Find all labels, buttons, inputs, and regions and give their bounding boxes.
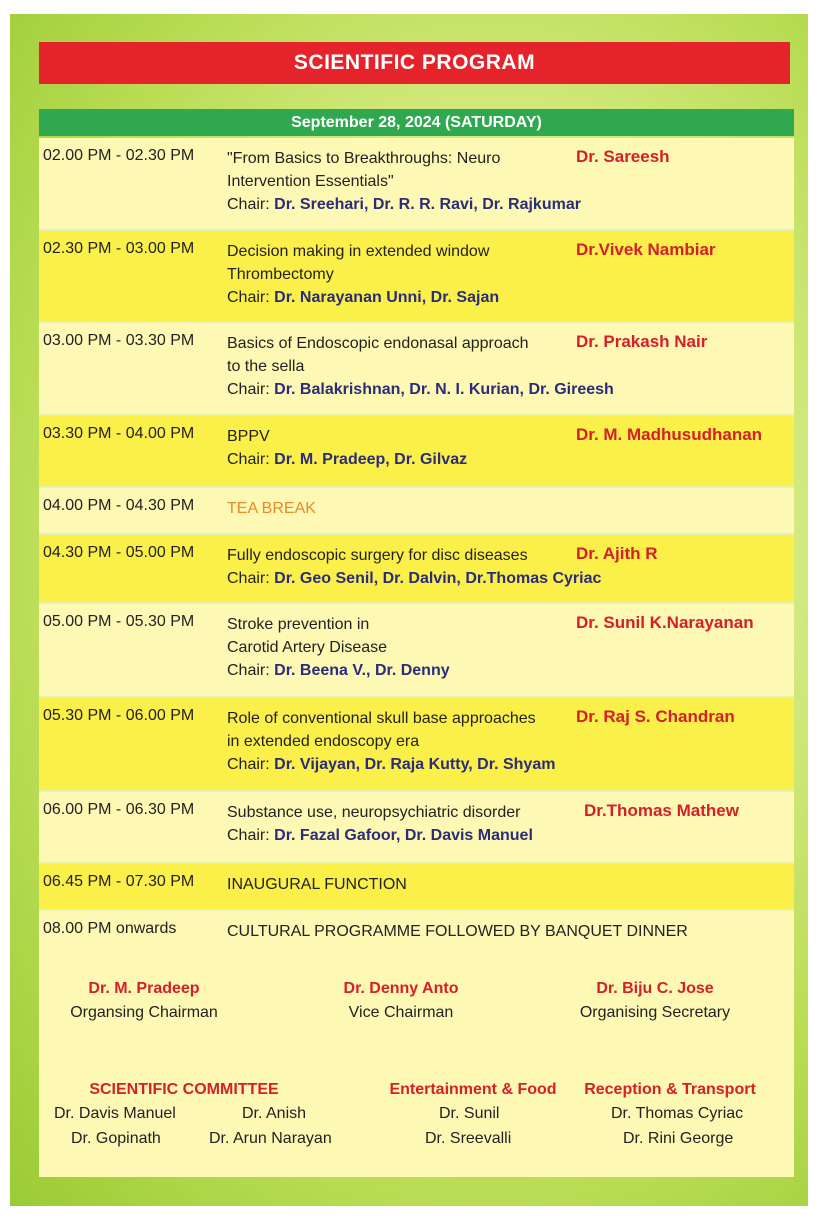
- session-row: [39, 323, 794, 416]
- schedule-table: [39, 138, 794, 954]
- page-title: SCIENTIFIC PROGRAM: [39, 42, 790, 84]
- session-row: [39, 416, 794, 488]
- organiser-role: Vice Chairman: [348, 1004, 454, 1021]
- chair-line: Chair: Dr. Vijayan, Dr. Raja Kutty, Dr. Shyam: [227, 756, 556, 773]
- session-time: 06.45 PM - 07.30 PM: [43, 873, 195, 890]
- session-time: 06.00 PM - 06.30 PM: [43, 801, 195, 818]
- session-time: 02.30 PM - 03.00 PM: [43, 240, 195, 257]
- committee-member: Dr. Sunil: [439, 1105, 500, 1122]
- chair-line: Chair: Dr. Fazal Gafoor, Dr. Davis Manuel: [227, 827, 533, 844]
- session-row: [39, 911, 794, 954]
- committee-member: Dr. Gopinath: [71, 1130, 161, 1147]
- session-time: 04.30 PM - 05.00 PM: [43, 544, 195, 561]
- session-row: [39, 864, 794, 911]
- session-title: CULTURAL PROGRAMME FOLLOWED BY BANQUET DINNER: [227, 923, 688, 940]
- committee-title: Entertainment & Food: [389, 1081, 557, 1098]
- session-time: 03.00 PM - 03.30 PM: [43, 332, 195, 349]
- speaker-name: Dr.Vivek Nambiar: [576, 240, 716, 259]
- speaker-name: Dr. Prakash Nair: [576, 332, 708, 351]
- committee-member: Dr. Arun Narayan: [209, 1130, 332, 1147]
- session-time: 02.00 PM - 02.30 PM: [43, 147, 195, 164]
- committee-title: Reception & Transport: [584, 1081, 756, 1098]
- committee-member: Dr. Sreevalli: [425, 1130, 512, 1147]
- chair-line: Chair: Dr. Balakrishnan, Dr. N. I. Kurian, Dr. Gireesh: [227, 381, 614, 398]
- organiser-name: Dr. Biju C. Jose: [596, 980, 714, 997]
- session-title: "From Basics to Breakthroughs: Neuro Intervention Essentials" Chair: Dr. Sreehari, Dr. R. R. Ravi, Dr. Rajkumar: [227, 147, 581, 216]
- chair-line: Chair: Dr. M. Pradeep, Dr. Gilvaz: [227, 451, 468, 468]
- session-time: 08.00 PM onwards: [43, 920, 177, 937]
- organiser-role: Organsing Chairman: [70, 1004, 218, 1021]
- session-title: BPPV Chair: Dr. M. Pradeep, Dr. Gilvaz: [227, 425, 467, 471]
- committee-member: Dr. Anish: [242, 1105, 307, 1122]
- session-title: Stroke prevention in Carotid Artery Disease Chair: Dr. Beena V., Dr. Denny: [227, 613, 450, 682]
- session-time: 04.00 PM - 04.30 PM: [43, 497, 195, 514]
- committee-member: Dr. Thomas Cyriac: [611, 1105, 744, 1122]
- program-poster: [10, 14, 808, 1206]
- day-header: September 28, 2024 (SATURDAY): [39, 109, 794, 136]
- session-title: Fully endoscopic surgery for disc diseases Chair: Dr. Geo Senil, Dr. Dalvin, Dr.Thomas Cyriac: [227, 544, 601, 590]
- speaker-name: Dr. Ajith R: [576, 544, 658, 563]
- chair-line: Chair: Dr. Narayanan Unni, Dr. Sajan: [227, 289, 500, 306]
- organiser-role: Organising Secretary: [579, 1004, 731, 1021]
- speaker-name: Dr. M. Madhusudhanan: [576, 425, 763, 444]
- tea-break-label: TEA BREAK: [227, 500, 316, 517]
- session-title: Basics of Endoscopic endonasal approach to the sella Chair: Dr. Balakrishnan, Dr. N. I. Kurian, Dr. Gireesh: [227, 332, 614, 401]
- session-time: 03.30 PM - 04.00 PM: [43, 425, 195, 442]
- session-title: Decision making in extended window Thrombectomy Chair: Dr. Narayanan Unni, Dr. Sajan: [227, 240, 499, 309]
- session-row: [39, 604, 794, 698]
- organiser-name: Dr. M. Pradeep: [88, 980, 200, 997]
- session-row: [39, 488, 794, 535]
- committee-member: Dr. Davis Manuel: [54, 1105, 176, 1122]
- speaker-name: Dr. Sunil K.Narayanan: [576, 613, 754, 632]
- speaker-name: Dr. Raj S. Chandran: [576, 707, 735, 726]
- chair-line: Chair: Dr. Sreehari, Dr. R. R. Ravi, Dr. Rajkumar: [227, 196, 581, 213]
- chair-line: Chair: Dr. Geo Senil, Dr. Dalvin, Dr.Thomas Cyriac: [227, 570, 602, 587]
- speaker-name: Dr.Thomas Mathew: [584, 801, 739, 820]
- committee-member: Dr. Rini George: [623, 1130, 734, 1147]
- committee-panel: [39, 952, 794, 1177]
- session-title: INAUGURAL FUNCTION: [227, 876, 407, 893]
- session-row: [39, 138, 794, 231]
- committee-title: SCIENTIFIC COMMITTEE: [89, 1081, 279, 1098]
- session-row: [39, 231, 794, 323]
- session-row: [39, 792, 794, 864]
- session-time: 05.00 PM - 05.30 PM: [43, 613, 195, 630]
- speaker-name: Dr. Sareesh: [576, 147, 670, 166]
- chair-line: Chair: Dr. Beena V., Dr. Denny: [227, 662, 450, 679]
- session-row: [39, 698, 794, 792]
- organiser-name: Dr. Denny Anto: [343, 980, 459, 997]
- session-time: 05.30 PM - 06.00 PM: [43, 707, 195, 724]
- session-row: [39, 535, 794, 604]
- session-title: Role of conventional skull base approaches in extended endoscopy era Chair: Dr. Vijayan, Dr. Raja Kutty, Dr. Shyam: [227, 707, 555, 776]
- session-title: Substance use, neuropsychiatric disorder Chair: Dr. Fazal Gafoor, Dr. Davis Manuel: [227, 801, 533, 847]
